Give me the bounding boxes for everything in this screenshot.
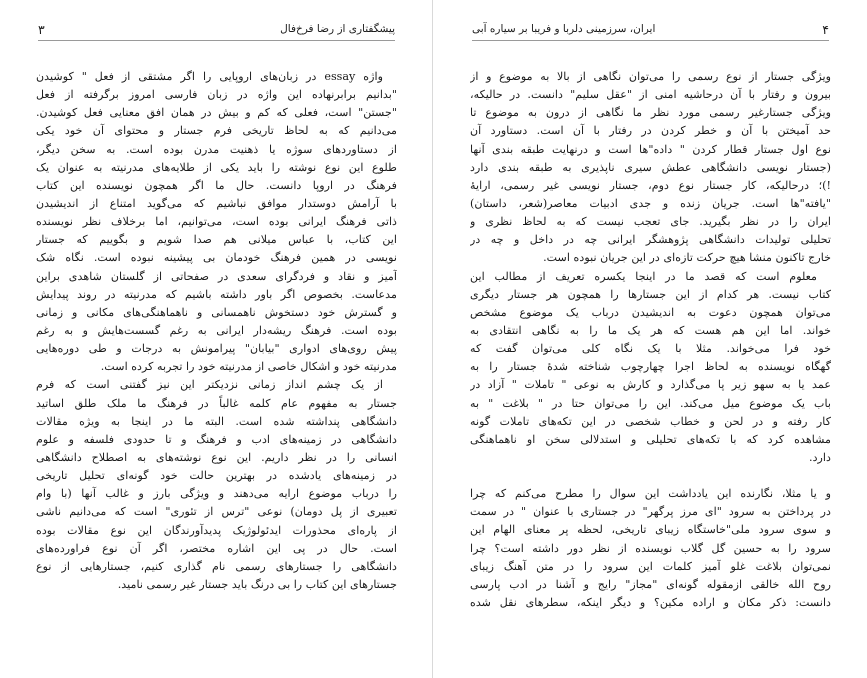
page-number: ۴ [822, 23, 829, 37]
text-line: را درباب موضوع ارایه می‌دهند و ویژگی بارز و غالب آنها (با وام [36, 487, 397, 501]
text-line: گهگاه نویسنده به لحاظ اجرا چهارچوب شناخته شدهٔ جستار را به [470, 360, 831, 374]
text-line: !)؛ درحالیکه، کار جستار نوع دوم، جستار نویسی غیر رسمی، ارایهٔ [470, 178, 831, 192]
text-line: کار رفته و در لحن و خطاب شخصی در این تکه‌های تاملات گونه [470, 414, 831, 428]
right-page-header [472, 22, 829, 41]
text-line: و گسترش خود دستخوش ناهمسانی و ناهماهنگی‌های مکانی و زمانی [36, 305, 397, 319]
text-line: در پرداختن به سرود "ای مرز پرگهر" در جستاری با عنوان " در سمت [470, 505, 831, 519]
text-line: کتاب نیست. هر کدام از این جستارها را همچون هر جستار دیگری [470, 287, 831, 301]
text-line: در زمینه‌های یادشده در بهترین حالت خود گونه‌ای تحلیل تاریخی [36, 469, 397, 483]
left-page-body-text [36, 68, 397, 658]
text-line: ویژگی جستار از نوع رسمی را می‌توان نگاهی از بالا به موضوع و از [470, 70, 831, 83]
text-line: از دستاوردهای سوژه یا ذهنیت مدرن بوده است. به سخن دیگر، [36, 142, 397, 156]
left-page [0, 0, 433, 678]
text-line: معلوم است که قصد ما در اینجا یکسره تعریف از مطالب این [470, 269, 817, 283]
text-line: از یک چشم انداز زمانی نزدیکتر این نیز گفتنی است که فرم [36, 378, 383, 392]
text-line: طلوع این نوع نوشته را باید یکی از طلایه‌های مدرنیته به عنوان یک [36, 160, 397, 174]
text-line: خود فرا می‌خواند. مثلا با یک نگاه کلی می‌توان گفت که [470, 342, 831, 356]
text-line: می‌دانیم که به لحاظ تاریخی فرم جستار و محتوای آن خود یکی [36, 124, 397, 138]
page-number: ۳ [38, 23, 45, 37]
text-line: نویسی در همین فرهنگ خودمان بی پیشینه نبوده است. نگاه شک [36, 251, 397, 265]
text-line: دانشگاهی پنداشته شده است. البته ما در اینجا به ویژه مقالات [36, 414, 397, 428]
text-line: فرهنگ در اروپا دانست. حال ما اگر همچون نویسنده این کتاب [36, 178, 397, 192]
text-line: نمی‌توان بلاغت غلو آمیز کلمات این سرود را در متن آهنگ زیبای [470, 559, 831, 573]
running-title: پیشگفتاری از رضا فرخ‌فال [280, 23, 395, 35]
text-line: و یا مثلا، نگارنده این یادداشت این سوال را مطرح می‌کنم که چرا [470, 487, 831, 501]
text-line: مدرنیته خود و اشکال خاصی از مدرنیته خود را تجربه کرده است. [100, 360, 397, 374]
text-line: روح الله خالقی ازمقوله گونه‌ای "مجاز" رایج و آشنا در ادب پارسی [470, 577, 831, 591]
text-line: آمیز و نقاد و فردگرای سعدی در صفحاتی از گلستان شاهدی براین [36, 269, 397, 283]
text-line: پیش روی‌های ادواری "بیابان" پیرامونش به درجات و طی دوره‌هایی [36, 342, 397, 356]
text-line: و سوی سرود ملی"خاستگاه زیبای تاریخی، لحظه پر معنای الهام این [470, 523, 831, 537]
text-line: "بدانیم برابرنهاده این واژه در زبان فارسی امروز برگرفته از فعل [36, 88, 397, 102]
text-line: با آرامش دوستدار موافق نباشیم که می‌گوید امتناع از اندیشیدن [36, 196, 397, 210]
text-line: این کتاب، با عباس میلانی هم صدا شویم و بگوییم که جستار [36, 233, 397, 247]
text-line: عمد یا به سهو زیر پا می‌گذارد و کارش به نوعی " تاملات " آزاد در [470, 378, 831, 392]
text-line: دانست: ذکر مکان و اراده مکین؟ و دیگر اینکه، سطرهای نقل شده [470, 595, 831, 609]
text-line: مدعاست. بخصوص اگر باور داشته باشیم که مدرنیته در روند پیدایش [36, 287, 397, 301]
text-line: دارد. [809, 450, 831, 464]
right-page-body-text [470, 68, 831, 658]
text-line: بوده است. فرهنگ ریشه‌دار ایرانی به رغم گسست‌هایش و به رغم [36, 323, 397, 337]
text-line: "جستن" است، فعلی که کم و بیش در همان افق معنایی فعل کوشیدن. [36, 106, 397, 120]
text-line: ایران را در نظر بگیرید. جای تعجب نیست که به لحاظ نظری و [470, 215, 831, 229]
text-line: دانشگاهی را جستارهای رسمی نام گذاری کنیم، جستارهایی از نوع [36, 559, 397, 573]
text-line: ویژگی جستارغیر رسمی مورد نظر ما نگاهی از درون به موضوع تا [470, 106, 831, 120]
text-line: حد آمیختن با آن و خطر کردن در رفتار با آن است. دستاورد آن [470, 124, 831, 138]
text-line: دانشگاهی در زمینه‌های ادب و فرهنگ و تا حدودی فلسفه و علوم [36, 432, 397, 446]
running-title: ایران، سرزمینی دلربا و فریبا بر سیاره آبی [472, 23, 656, 35]
text-line: می‌توان همچون دعوت به اندیشیدن درباب یک موضوع مشخص [470, 305, 831, 319]
text-line: مشاهده کرد که با تکه‌های تحلیلی و استدلالی سخن او ناهماهنگی [470, 432, 831, 446]
text-line: نوع اول جستار قطار کردن " داده"ها است و درنهایت طبقه بندی آنها [470, 142, 831, 156]
text-line: خارج تاکنون منشا هیچ حرکت تازه‌ای در این جریان نبوده است. [543, 251, 831, 265]
text-line: است. حال در پی این اشاره مختصر، اگر آن نوع فراورده‌های [36, 541, 397, 555]
text-line: باب یک موضوع میل می‌کند. این را می‌توان حتا در " بلاغت " به [470, 396, 831, 410]
paragraph-gap [470, 467, 831, 485]
text-line: جستارهای این کتاب را بی درنگ باید جستار غیر رسمی نامید. [117, 577, 397, 591]
text-line: سرود را به حسین گل گلاب نویسنده از نظر دور داشته است؟ چرا [470, 541, 831, 555]
text-line: ذاتی فرهنگ ایرانی بوده است، می‌توانیم، اما برخلاف نظر نویسنده [36, 215, 397, 229]
text-line: جستار به مفهوم عام کلمه غالباً در فرهنگ ما ملک طلق اساتید [36, 396, 397, 410]
text-line: "یافته"ها است. جریان زنده و جدی ادبیات معاصر(شعر، داستان) [470, 196, 831, 210]
text-line: انسانی را در نظر داریم. این نوع نوشته‌های به اصطلاح دانشگاهی [36, 450, 397, 464]
text-line: خواند. اما این هم هست که هر یک ما را به نگاهی انتقادی به [470, 323, 831, 337]
left-page-header [38, 22, 395, 41]
text-line: تحلیلی تولیدات دانشگاهی پژوهشگر ایرانی چه در داخل و چه در [470, 233, 831, 247]
text-line: تعبیری از پل دومان) نوعی "ترس از تئوری" است که می‌دانیم ناشی [36, 505, 397, 519]
text-line: بیرون و رفتار با آن درحاشیه امنی از "عقل سلیم" دانست. در حالیکه، [470, 88, 831, 102]
right-page [434, 0, 867, 678]
text-line: واژه essay در زبان‌های اروپایی را اگر مشتقی از فعل " کوشیدن [36, 70, 383, 83]
text-line: از پاره‌ای محذورات ایدئولوژیک پدیدآورندگان این نوع مقالات بوده [36, 523, 397, 537]
text-line: (جستار نویسی دانشگاهی عطش سیری ناپذیری به طبقه بندی دارد [470, 160, 831, 174]
